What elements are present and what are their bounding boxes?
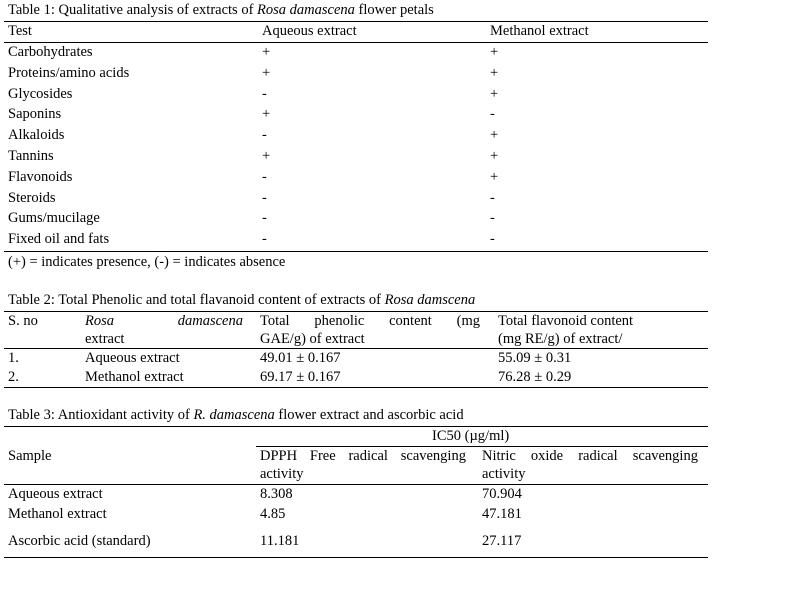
table3-caption-suffix: flower extract and ascorbic acid <box>274 407 464 423</box>
table3-header-rule <box>4 484 708 485</box>
table3-cell-sample: Aqueous extract <box>8 486 103 502</box>
table1-cell-methanol: + <box>490 64 499 81</box>
table1-cell-aqueous: + <box>262 64 271 81</box>
table2-cell-extract: Aqueous extract <box>85 350 180 366</box>
table2-header-phenolic-word: phenolic <box>314 313 365 329</box>
table2-header-extract-line1 <box>85 313 243 330</box>
table3-cell-no: 70.904 <box>482 486 522 502</box>
table1-cell-methanol: - <box>490 231 495 248</box>
table2-cell-sno: 2. <box>8 369 19 385</box>
table3-header-sample: Sample <box>8 448 52 464</box>
table1-bottom-rule <box>4 251 708 252</box>
table1-caption-text: Table 1: Qualitative analysis of extracts of <box>8 2 258 18</box>
table1-cell-test: Flavonoids <box>8 168 73 185</box>
table1-caption-species: Rosa damascena <box>257 2 355 18</box>
table2-caption-text: Table 2: Total Phenolic and total flavanoid content of extracts of <box>8 292 385 308</box>
table1-cell-aqueous: - <box>262 210 267 227</box>
table3-header-dpph-line1 <box>260 448 466 465</box>
table1-cell-methanol: + <box>490 168 499 185</box>
table2-header-phenolic-line2: GAE/g) of extract <box>260 331 365 347</box>
table1-cell-aqueous: + <box>262 44 271 60</box>
table1-cell-methanol: - <box>490 210 495 227</box>
table2-cell-flavonoid: 55.09 ± 0.31 <box>498 350 572 366</box>
table1-cell-methanol: + <box>490 85 499 102</box>
table1-cell-methanol: + <box>490 148 499 164</box>
table2-cell-sno: 1. <box>8 350 19 366</box>
table1-cell-aqueous: - <box>262 127 267 144</box>
table3-header-dpph-word: radical <box>348 448 388 464</box>
table1-cell-methanol: - <box>490 189 495 206</box>
table1-footnote: (+) = indicates presence, (-) = indicates absence <box>8 254 286 270</box>
table2-header-phenolic-line1 <box>260 313 480 330</box>
table3-group-header: IC50 (µg/ml) <box>432 428 510 444</box>
table2-cell-extract: Methanol extract <box>85 369 184 385</box>
table1-caption-suffix: flower petals <box>354 2 434 18</box>
table2-header-extract-line2: extract <box>85 331 125 347</box>
table1-header-test: Test <box>8 23 32 39</box>
table1-cell-test: Tannins <box>8 148 54 164</box>
table3-header-no-word: scavenging <box>632 448 698 464</box>
table1-header-methanol: Methanol extract <box>490 23 589 39</box>
table3-header-no-word: radical <box>578 448 618 464</box>
table2-caption-species: Rosa damscena <box>384 292 476 308</box>
table2-header-phenolic-word: Total <box>260 313 290 329</box>
table2-header-flavonoid-line2: (mg RE/g) of extract/ <box>498 331 623 347</box>
table2-bottom-rule <box>4 387 708 388</box>
table2-header-phenolic-word: (mg <box>456 313 480 329</box>
table3-cell-dpph: 8.308 <box>260 486 293 502</box>
table1-cell-aqueous: + <box>262 106 271 123</box>
table1-cell-test: Gums/mucilage <box>8 210 100 227</box>
table3-header-dpph-word: scavenging <box>400 448 466 464</box>
table3-cell-no: 47.181 <box>482 506 522 522</box>
table3-group-rule <box>256 446 708 447</box>
table3-cell-dpph: 4.85 <box>260 506 286 522</box>
table3-top-rule <box>4 426 708 427</box>
table1-caption <box>8 2 434 19</box>
table3-cell-no: 27.117 <box>482 533 522 549</box>
table3-header-dpph-line2: activity <box>260 466 304 482</box>
table2-header-rule <box>4 348 708 349</box>
table3-caption-text: Table 3: Antioxidant activity of <box>8 407 194 423</box>
table3-header-dpph-word: DPPH <box>260 448 298 464</box>
table2-header-flavonoid-line1: Total flavonoid content <box>498 313 634 329</box>
table1-cell-aqueous: - <box>262 168 267 185</box>
table2-cell-phenolic: 49.01 ± 0.167 <box>260 350 341 366</box>
table3-header-no-word: Nitric <box>482 448 516 464</box>
table1-cell-test: Alkaloids <box>8 127 65 144</box>
table3-cell-sample: Methanol extract <box>8 506 107 522</box>
table1-cell-test: Steroids <box>8 189 56 206</box>
table3-header-no-word: oxide <box>530 448 564 464</box>
table1-cell-test: Fixed oil and fats <box>8 231 110 248</box>
table2-header-extract-word: damascena <box>177 313 243 329</box>
table1-cell-aqueous: - <box>262 231 267 248</box>
table1-cell-methanol: + <box>490 44 499 60</box>
table2-header-phenolic-word: content <box>389 313 432 329</box>
table3-header-no-line1 <box>482 448 698 465</box>
table1-cell-aqueous: - <box>262 85 267 102</box>
table1-cell-aqueous: - <box>262 189 267 206</box>
table3-caption-species: R. damascena <box>193 407 275 423</box>
table1-cell-test: Glycosides <box>8 85 73 102</box>
table3-caption <box>8 407 464 424</box>
table3-header-no-line2: activity <box>482 466 526 482</box>
table2-cell-phenolic: 69.17 ± 0.167 <box>260 369 341 385</box>
table1-header-aqueous: Aqueous extract <box>262 23 357 39</box>
table2-header-extract-word: Rosa <box>85 313 114 329</box>
table1-header-rule <box>4 42 708 43</box>
table3-cell-dpph: 11.181 <box>260 533 300 549</box>
table2-caption <box>8 292 475 309</box>
table3-header-dpph-word: Free <box>309 448 336 464</box>
table1-cell-methanol: - <box>490 106 495 123</box>
table1-cell-test: Proteins/amino acids <box>8 64 130 81</box>
table3-cell-sample: Ascorbic acid (standard) <box>8 533 151 549</box>
table1-cell-test: Saponins <box>8 106 62 123</box>
table1-cell-test: Carbohydrates <box>8 44 93 60</box>
table3-bottom-rule <box>4 557 708 558</box>
table1-cell-aqueous: + <box>262 148 271 164</box>
table1-cell-methanol: + <box>490 127 499 144</box>
table2-header-sno: S. no <box>8 313 38 329</box>
table2-cell-flavonoid: 76.28 ± 0.29 <box>498 369 572 385</box>
